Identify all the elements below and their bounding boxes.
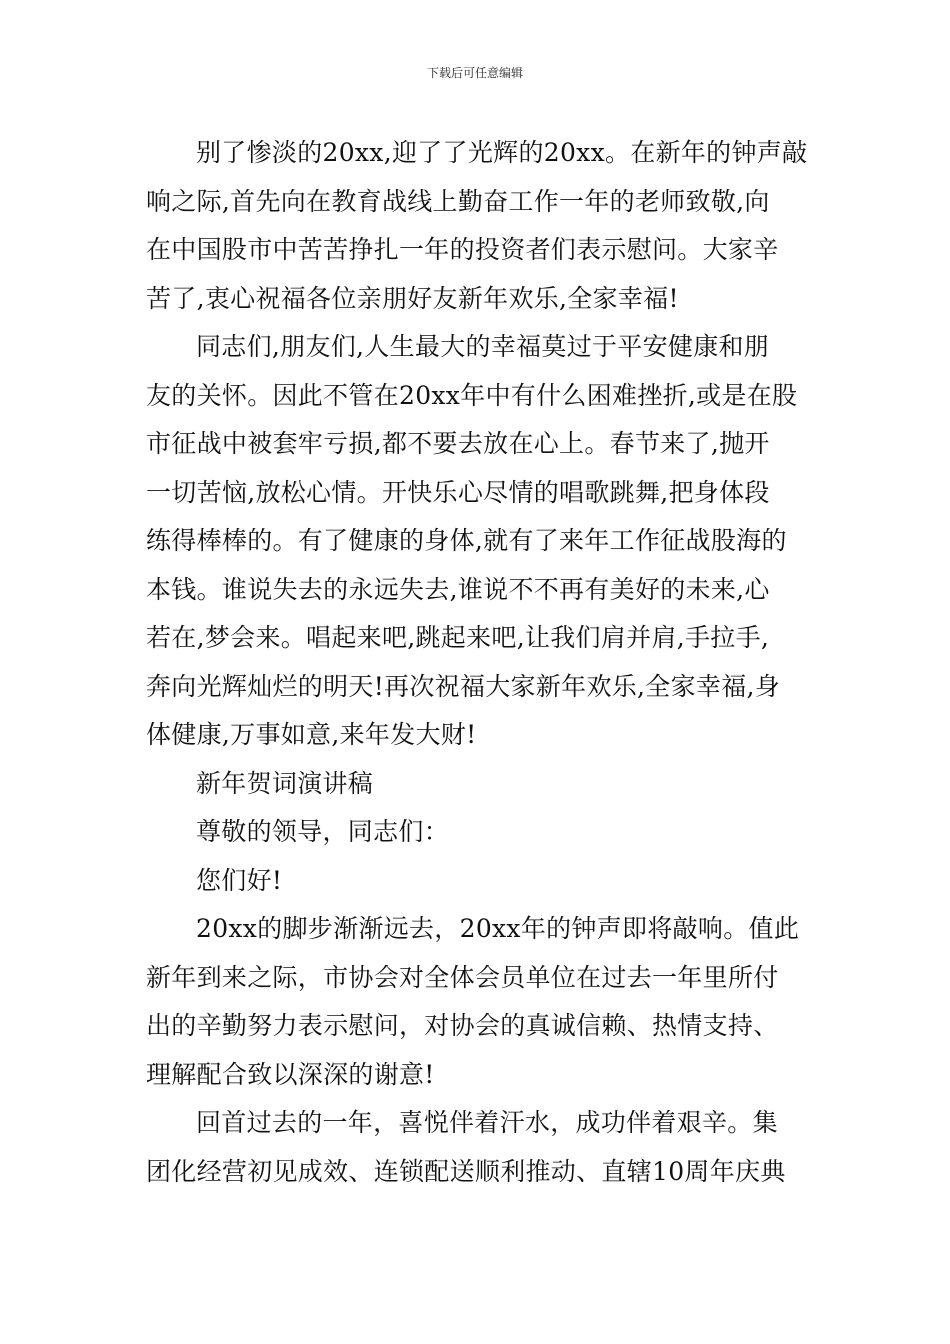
text-line: 一切苦恼,放松心情。开快乐心尽情的唱歌跳舞,把身体段 (146, 477, 770, 507)
text-line: 若在,梦会来。唱起来吧,跳起来吧,让我们肩并肩,手拉手, (146, 623, 770, 652)
text-line: 奔向光辉灿烂的明天!再次祝福大家新年欢乐,全家幸福,身 (146, 671, 781, 701)
text-line: 本钱。谁说失去的永远失去,谁说不不再有美好的未来,心 (146, 574, 770, 604)
text-line: 别了惨淡的20xx,迎了了光辉的20xx。在新年的钟声敲 (196, 138, 808, 167)
text-line: 响之际,首先向在教育战线上勤奋工作一年的老师致敬,向 (146, 186, 770, 216)
text-line: 20xx的脚步渐渐远去，20xx年的钟声即将敲响。值此 (196, 914, 800, 943)
text-line: 市征战中被套牢亏损,都不要去放在心上。春节来了,抛开 (146, 429, 770, 458)
text-line: 出的辛勤努力表示慰问，对协会的真诚信赖、热情支持、 (146, 1011, 779, 1040)
text-line: 在中国股市中苦苦挣扎一年的投资者们表示慰问。大家辛 (146, 235, 779, 264)
text-line: 团化经营初见成效、连锁配送顺利推动、直辖10周年庆典 (146, 1156, 786, 1186)
text-line: 体健康,万事如意,来年发大财! (146, 720, 477, 749)
text-line: 新年到来之际，市协会对全体会员单位在过去一年里所付 (146, 962, 779, 992)
page-header: 下载后可任意编辑 (426, 66, 523, 80)
text-line: 理解配合致以深深的谢意! (146, 1059, 435, 1089)
text-line: 同志们,朋友们,人生最大的幸福莫过于平安健康和朋 (196, 332, 770, 361)
text-line: 友的关怀。因此不管在20xx年中有什么困难挫折,或是在股 (146, 380, 798, 410)
text-line: 回首过去的一年，喜悦伴着汗水，成功伴着艰辛。集 (196, 1108, 778, 1137)
greeting: 您们好! (196, 865, 283, 895)
document-body (146, 129, 808, 1196)
salutation: 尊敬的领导，同志们： (196, 817, 450, 846)
text-line: 练得棒棒的。有了健康的身体,就有了来年工作征战股海的 (146, 526, 787, 555)
text-line: 苦了,衷心祝福各位亲朋好友新年欢乐,全家幸福! (146, 283, 679, 313)
section-title: 新年贺词演讲稿 (196, 768, 374, 798)
